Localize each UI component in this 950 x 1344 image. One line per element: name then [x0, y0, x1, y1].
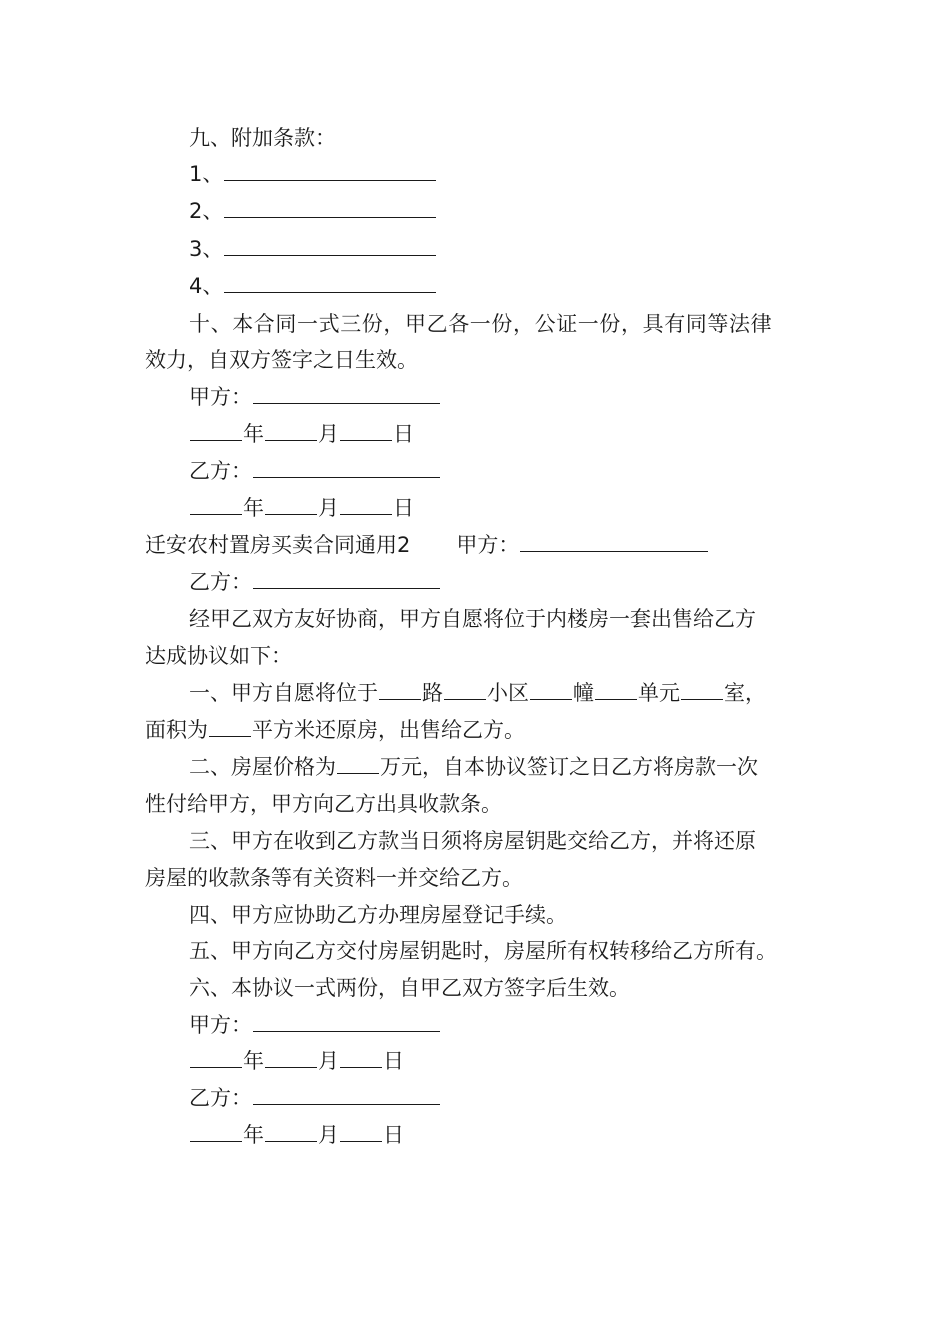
- clause-9-title-text: 九、附加条款：: [189, 126, 336, 150]
- c2-clause-2-line-2: 性付给甲方，甲方向乙方出具收款条。: [145, 792, 502, 816]
- party-a-label: 甲方：: [456, 533, 520, 557]
- year-label: 年: [243, 422, 264, 446]
- month-label: 月: [318, 1049, 339, 1073]
- building-label: 幢: [573, 681, 594, 705]
- year-label: 年: [243, 496, 264, 520]
- month-blank: [265, 1121, 317, 1142]
- fill-blank: [224, 272, 436, 293]
- year-blank: [190, 1121, 242, 1142]
- month-blank: [265, 494, 317, 515]
- building-blank: [530, 679, 572, 700]
- clause-10-line-2: 效力，自双方签字之日生效。: [145, 348, 418, 372]
- road-blank: [379, 679, 421, 700]
- fill-blank: [224, 160, 436, 181]
- year-label: 年: [243, 1049, 264, 1073]
- contract-2-title: 迁安农村置房买卖合同通用2: [145, 533, 411, 557]
- intro-line-2: 达成协议如下：: [145, 644, 292, 668]
- clause-9-title: [189, 124, 336, 152]
- room-blank: [681, 679, 723, 700]
- item-number: 1、: [189, 162, 224, 186]
- c2-clause-3-line-1: 三、甲方在收到乙方款当日须将房屋钥匙交给乙方，并将还原: [189, 829, 756, 853]
- signature-blank: [253, 1084, 440, 1105]
- day-label: 日: [393, 422, 414, 446]
- sign1-date-b: [189, 494, 414, 522]
- unit-blank: [595, 679, 637, 700]
- sign2-party-b: [189, 1084, 441, 1112]
- clause-text: 平方米还原房，出售给乙方。: [252, 718, 525, 742]
- sign2-date-a: [189, 1047, 404, 1075]
- clause-10-line-1: 十、本合同一式三份，甲乙各一份，公证一份，具有同等法律: [189, 312, 773, 336]
- clause-text: 二、房屋价格为: [189, 755, 336, 779]
- item-number: 3、: [189, 237, 224, 261]
- item-number: 2、: [189, 199, 224, 223]
- c2-clause-1-line-1: [189, 679, 766, 707]
- c2-clause-5: 五、甲方向乙方交付房屋钥匙时，房屋所有权转移给乙方所有。: [189, 939, 777, 963]
- month-blank: [265, 420, 317, 441]
- signature-blank: [253, 568, 440, 589]
- day-label: 日: [393, 496, 414, 520]
- road-label: 路: [422, 681, 443, 705]
- day-blank: [340, 1121, 382, 1142]
- signature-blank: [253, 1011, 440, 1032]
- day-label: 日: [383, 1049, 404, 1073]
- party-b-label: 乙方：: [189, 459, 252, 483]
- party-b-label: 乙方：: [189, 570, 252, 594]
- c2-clause-3-line-2: 房屋的收款条等有关资料一并交给乙方。: [145, 866, 523, 890]
- sign1-party-a: [189, 383, 441, 411]
- room-label: 室，: [724, 681, 766, 705]
- day-label: 日: [383, 1123, 404, 1147]
- contract-2-heading: [145, 531, 709, 559]
- clause-text: 面积为: [145, 718, 208, 742]
- month-label: 月: [318, 422, 339, 446]
- sign2-party-a: [189, 1011, 441, 1039]
- clause-9-item-3: [189, 235, 437, 263]
- fill-blank: [224, 235, 436, 256]
- sign1-date-a: [189, 420, 414, 448]
- day-blank: [340, 420, 392, 441]
- c2-clause-1-line-2: [145, 716, 525, 744]
- intro-line-1: 经甲乙双方友好协商，甲方自愿将位于内楼房一套出售给乙方: [189, 607, 756, 631]
- signature-blank: [253, 383, 440, 404]
- year-label: 年: [243, 1123, 264, 1147]
- party-a-label: 甲方：: [189, 1013, 252, 1037]
- area-blank: [209, 716, 251, 737]
- party-a-label: 甲方：: [189, 385, 252, 409]
- clause-9-item-4: [189, 272, 437, 300]
- clause-text: 一、甲方自愿将位于: [189, 681, 378, 705]
- clause-9-item-1: [189, 160, 437, 188]
- item-number: 4、: [189, 274, 224, 298]
- month-label: 月: [318, 1123, 339, 1147]
- community-blank: [444, 679, 486, 700]
- unit-label: 单元: [638, 681, 680, 705]
- month-label: 月: [318, 496, 339, 520]
- party-b-label: 乙方：: [189, 1086, 252, 1110]
- c2-clause-4: 四、甲方应协助乙方办理房屋登记手续。: [189, 903, 567, 927]
- year-blank: [190, 494, 242, 515]
- day-blank: [340, 494, 392, 515]
- c2-clause-6: 六、本协议一式两份，自甲乙双方签字后生效。: [189, 976, 630, 1000]
- signature-blank: [253, 457, 440, 478]
- sign1-party-b: [189, 457, 441, 485]
- signature-blank: [520, 531, 708, 552]
- c2-clause-2-line-1: [189, 753, 758, 781]
- sign2-date-b: [189, 1121, 404, 1149]
- community-label: 小区: [487, 681, 529, 705]
- clause-9-item-2: [189, 197, 437, 225]
- contract-2-party-b: [189, 568, 441, 596]
- year-blank: [190, 1047, 242, 1068]
- month-blank: [265, 1047, 317, 1068]
- price-blank: [337, 753, 379, 774]
- clause-text: 万元，自本协议签订之日乙方将房款一次: [380, 755, 758, 779]
- year-blank: [190, 420, 242, 441]
- fill-blank: [224, 197, 436, 218]
- day-blank: [340, 1047, 382, 1068]
